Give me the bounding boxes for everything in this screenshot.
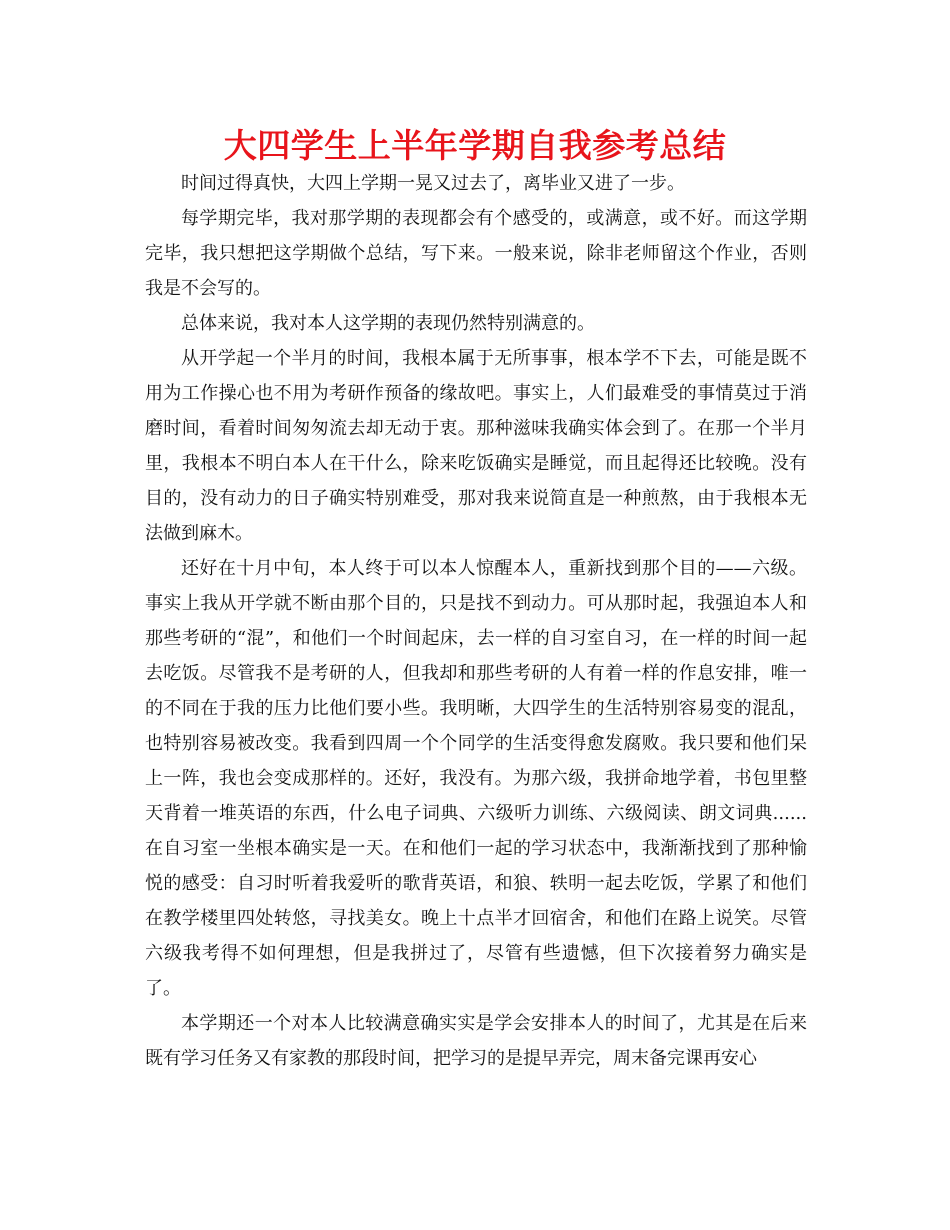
- paragraph-3: 总体来说，我对本人这学期的表现仍然特别满意的。: [181, 313, 595, 334]
- paragraph-2: 每学期完毕，我对那学期的表现都会有个感受的，或满意，或不好。而这学期完毕，我只想把这学期做个总结，写下来。一般来说，除非老师留这个作业，否则我是不会写的。: [145, 208, 807, 299]
- document-body: [145, 166, 807, 1076]
- document-title: 大四学生上半年学期自我参考总结: [223, 126, 727, 165]
- paragraph-6: 本学期还一个对本人比较满意确实实是学会安排本人的时间了，尤其是在后来既有学习任务又有家教的那段时间，把学习的是提早弄完，周末备完课再安心: [145, 1013, 807, 1069]
- paragraph-5: 还好在十月中旬，本人终于可以本人惊醒本人，重新找到那个目的——六级。事实上我从开学就不断由那个目的，只是找不到动力。可从那时起，我强迫本人和那些考研的“混”，和他们一个时间起床，去一样的自习室自习，在一样的时间一起去吃饭。尽管我不是考研的人，但我却和那些考研的人有着一样的作息安排，唯一的不同在于我的压力比他们要小些。我明晰，大四学生的生活特别容易变的混乱，也特别容易被改变。我看到四周一个个同学的生活变得愈发腐败。我只要和他们呆上一阵，我也会变成那样的。还好，我没有。为那六级，我拼命地学着，书包里整天背着一堆英语的东西，什么电子词典、六级听力训练、六级阅读、朗文词典......在自习室一坐根本确实是一天。在和他们一起的学习状态中，我渐渐找到了那种愉悦的感受：自习时听着我爱听的歌背英语，和狼、轶明一起去吃饭，学累了和他们在教学楼里四处转悠，寻找美女。晚上十点半才回宿舍，和他们在路上说笑。尽管六级我考得不如何理想，但是我拼过了，尽管有些遗憾，但下次接着努力确实是了。: [145, 558, 807, 999]
- paragraph-1: 时间过得真快，大四上学期一晃又过去了，离毕业又进了一步。: [181, 173, 685, 194]
- paragraph-4: 从开学起一个半月的时间，我根本属于无所事事，根本学不下去，可能是既不用为工作操心也不用为考研作预备的缘故吧。事实上，人们最难受的事情莫过于消磨时间，看着时间匆匆流去却无动于衷。那种滋味我确实体会到了。在那一个半月里，我根本不明白本人在干什么，除来吃饭确实是睡觉，而且起得还比较晚。没有目的，没有动力的日子确实特别难受，那对我来说简直是一种煎熬，由于我根本无法做到麻木。: [145, 348, 807, 544]
